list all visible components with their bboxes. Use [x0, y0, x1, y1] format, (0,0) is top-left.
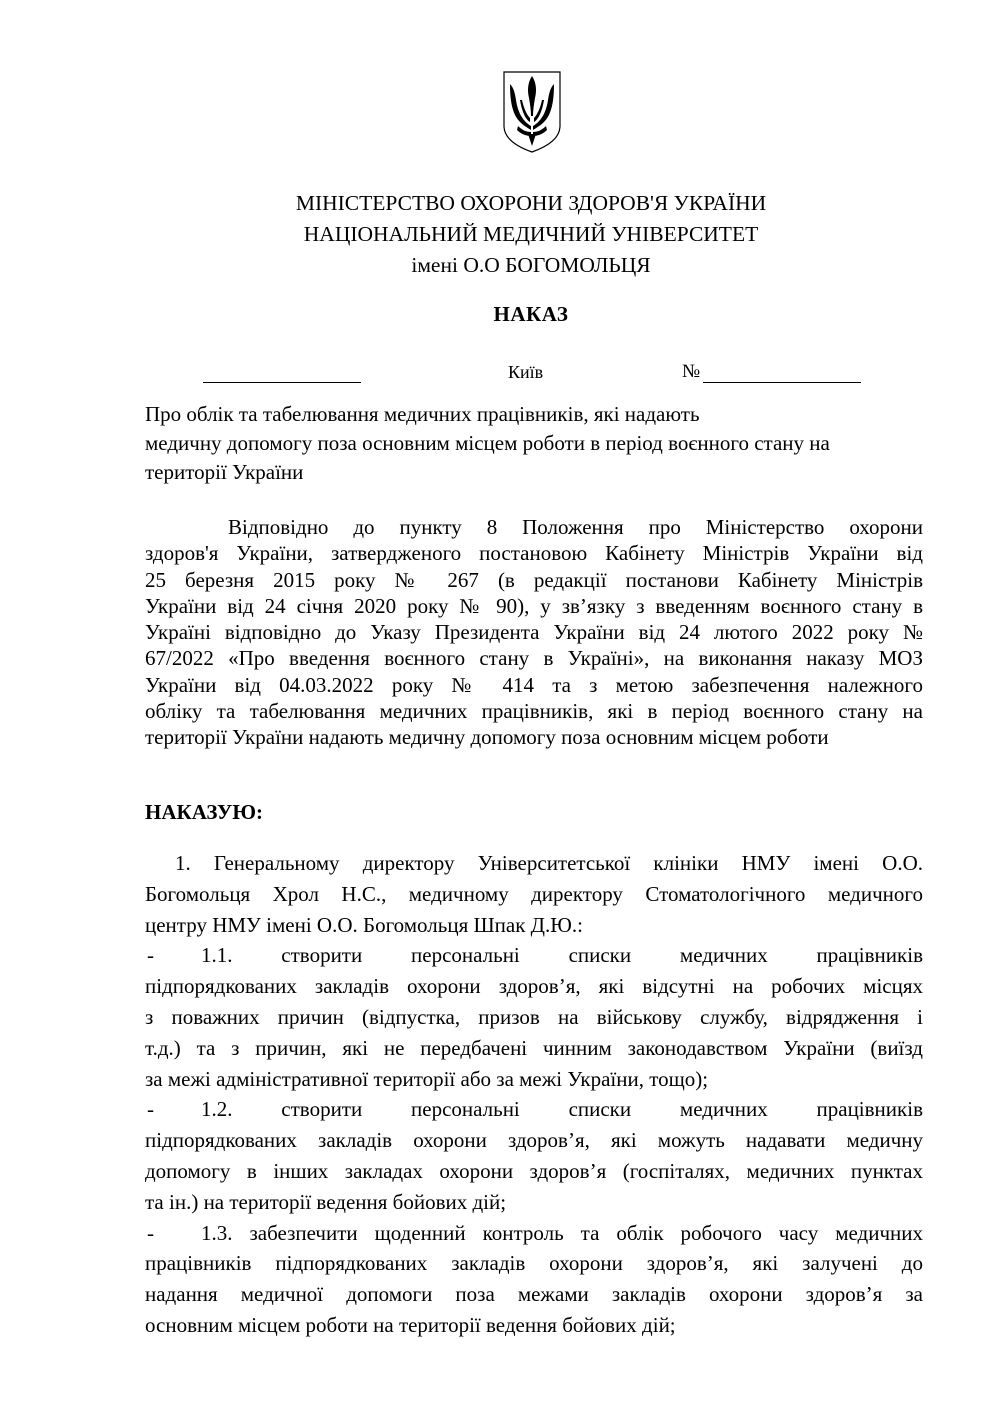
list-dash: -: [147, 943, 154, 968]
order-subject: [145, 400, 830, 487]
item-1-2-line: та ін.) на території ведення бойових дій;: [145, 1189, 507, 1214]
item-1-3-line: надання медичної допомоги поза межами закладів охорони здоров’я за: [145, 1282, 923, 1307]
item-1-1-line: т.д.) та з причин, які не передбачені чинним законодавством України (виїзд: [145, 1035, 923, 1060]
item-1-1-first-line: [145, 940, 923, 971]
order-title: НАКАЗ: [493, 302, 569, 326]
order-number-blank-line: [703, 382, 861, 383]
item-1-1-line: з поважних причин (відпустка, призов на військову службу, відрядження і: [145, 1004, 923, 1029]
item-1-2-first-line: [145, 1094, 923, 1125]
preamble-line: здоров'я України, затвердженого постановою Кабінету Міністрів України від: [145, 541, 923, 566]
list-dash: -: [147, 1220, 154, 1245]
item-1-line: центру НМУ імені О.О. Богомольця Шпак Д.Ю.:: [145, 912, 583, 937]
item-1-2-text: 1.2. створити персональні списки медичних працівників: [201, 1097, 923, 1122]
city-name: Київ: [508, 362, 544, 382]
item-1-1-line: підпорядкованих закладів охорони здоров’я, які відсутні на робочих місцях: [145, 974, 923, 999]
order-directive-heading: НАКАЗУЮ:: [145, 800, 263, 824]
university-name: НАЦІОНАЛЬНИЙ МЕДИЧНИЙ УНІВЕРСИТЕТ: [303, 222, 759, 246]
preamble-line: України від 04.03.2022 року № 414 та з метою забезпечення належного: [145, 672, 923, 697]
item-1-1-line: за межі адміністративної території або за межі України, тощо);: [145, 1066, 709, 1091]
trident-emblem-icon: [500, 70, 564, 154]
preamble-paragraph: [145, 514, 923, 751]
subject-line: Про облік та табелювання медичних працівників, які надають: [145, 402, 700, 426]
preamble-line: Україні відповідно до Указу Президента України від 24 лютого 2022 року №: [145, 620, 923, 645]
subject-line: території України: [145, 460, 304, 484]
preamble-line: території України надають медичну допомогу поза основним місцем роботи: [145, 725, 829, 750]
order-number-sign: №: [682, 361, 701, 382]
ministry-name: МІНІСТЕРСТВО ОХОРОНИ ЗДОРОВ'Я УКРАЇНИ: [295, 191, 767, 215]
preamble-line: 25 березня 2015 року № 267 (в редакції постанови Кабінету Міністрів: [145, 567, 923, 592]
university-patron: імені О.О БОГОМОЛЬЦЯ: [411, 253, 651, 277]
item-1-3-text: 1.3. забезпечити щоденний контроль та облік робочого часу медичних: [201, 1220, 923, 1245]
subject-line: медичну допомогу поза основним місцем роботи в період воєнного стану на: [145, 431, 830, 455]
item-1-2-line: підпорядкованих закладів охорони здоров’я, які можуть надавати медичну: [145, 1128, 923, 1153]
item-1-3-line: працівників підпорядкованих закладів охорони здоров’я, які залучені до: [145, 1251, 923, 1276]
date-blank-line: [203, 382, 361, 383]
list-dash: -: [147, 1097, 154, 1122]
preamble-line: України від 24 січня 2020 року № 90), у зв’язку з введенням воєнного стану в: [145, 593, 923, 618]
preamble-line: обліку та табелювання медичних працівників, які в період воєнного стану на: [145, 699, 923, 724]
item-1-line: Богомольця Хрол Н.С., медичному директору Стоматологічного медичного: [145, 881, 923, 906]
item-1-2-line: допомогу в інших закладах охорони здоров’я (госпіталях, медичних пунктах: [145, 1158, 923, 1183]
item-1-3-first-line: [145, 1218, 923, 1249]
preamble-line: Відповідно до пункту 8 Положення про Міністерство охорони: [228, 515, 923, 539]
item-1-1-text: 1.1. створити персональні списки медичних працівників: [201, 943, 923, 968]
preamble-line: 67/2022 «Про введення воєнного стану в Україні», на виконання наказу МОЗ: [145, 646, 923, 671]
order-items: [145, 848, 923, 1341]
item-1-3-line: основним місцем роботи на території ведення бойових дій;: [145, 1312, 676, 1337]
item-1-line: 1. Генеральному директору Університетської клініки НМУ імені О.О.: [175, 851, 923, 875]
